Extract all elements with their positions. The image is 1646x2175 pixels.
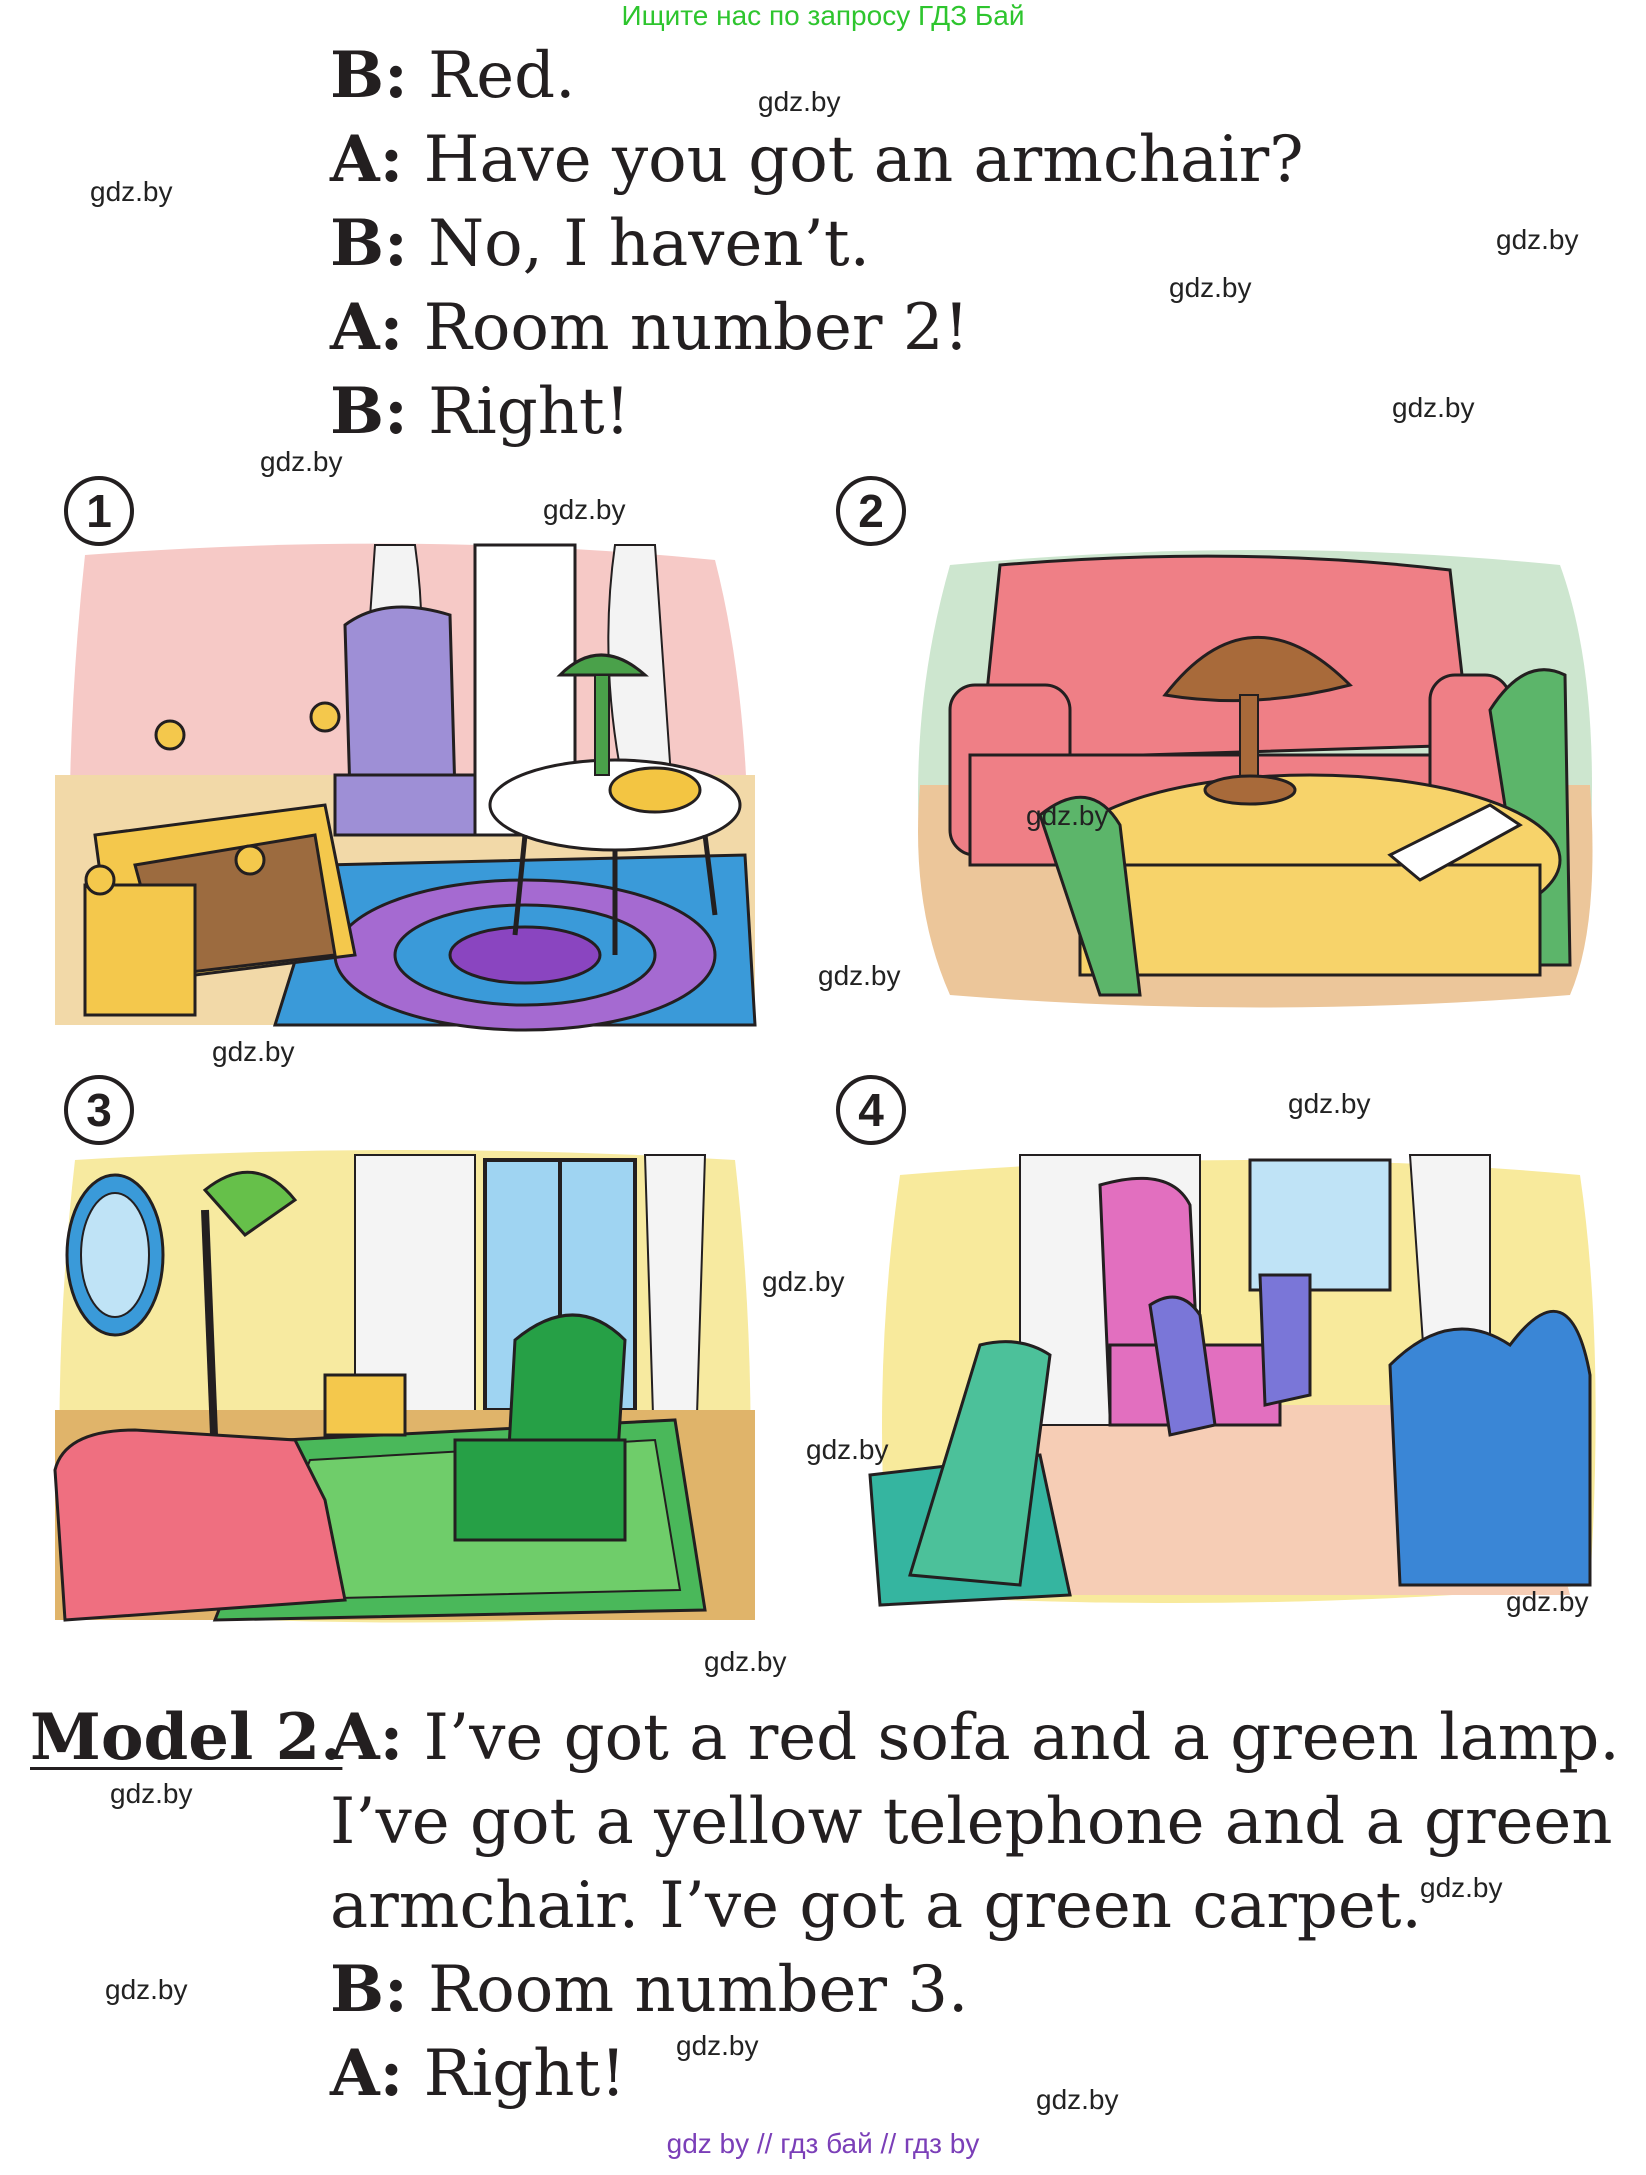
room-number-badge: 1: [64, 476, 134, 546]
dialogue-line: A: Have you got an armchair?: [330, 122, 1304, 197]
room-3-illustration: [55, 1140, 755, 1630]
dialogue-line: B: Red.: [330, 38, 576, 113]
room-number-badge: 4: [836, 1075, 906, 1145]
room-4-illustration: [870, 1145, 1605, 1615]
watermark: gdz.by: [212, 1036, 295, 1067]
dialogue-line: A: Right!: [330, 2036, 626, 2111]
watermark: gdz.by: [1392, 392, 1475, 423]
watermark: gdz.by: [818, 960, 901, 991]
dialogue-line: B: No, I haven’t.: [330, 206, 870, 281]
room-number-badge: 3: [64, 1075, 134, 1145]
watermark: gdz.by: [758, 86, 841, 117]
room-number-badge: 2: [836, 476, 906, 546]
watermark: gdz.by: [1036, 2084, 1119, 2115]
room-2-illustration: [910, 525, 1605, 1020]
room-1-illustration: [55, 535, 765, 1030]
watermark: gdz.by: [806, 1434, 889, 1465]
search-banner[interactable]: Ищите нас по запросу ГДЗ Бай: [621, 0, 1025, 31]
dialogue-line: B: Room number 3.: [330, 1952, 969, 2027]
watermark: gdz.by: [260, 446, 343, 477]
watermark: gdz.by: [543, 494, 626, 525]
dialogue-line: A: Room number 2!: [330, 290, 970, 365]
dialogue-line: B: Right!: [330, 374, 631, 449]
footer-links[interactable]: gdz by // гдз бай // гдз by: [666, 2128, 980, 2159]
watermark: gdz.by: [1496, 224, 1579, 255]
watermark: gdz.by: [762, 1266, 845, 1297]
watermark: gdz.by: [676, 2030, 759, 2061]
dialogue-line: A: I’ve got a red sofa and a green lamp.: [330, 1700, 1620, 1775]
watermark: gdz.by: [1288, 1088, 1371, 1119]
watermark: gdz.by: [1420, 1872, 1503, 1903]
watermark: gdz.by: [90, 176, 173, 207]
watermark: gdz.by: [1169, 272, 1252, 303]
watermark: gdz.by: [704, 1646, 787, 1677]
model-2-label: Model 2.: [30, 1700, 343, 1775]
watermark: gdz.by: [110, 1778, 193, 1809]
dialogue-line: armchair. I’ve got a green carpet.: [330, 1869, 1422, 1943]
watermark: gdz.by: [105, 1974, 188, 2005]
watermark: gdz.by: [1506, 1586, 1589, 1617]
dialogue-line: I’ve got a yellow telephone and a green: [330, 1785, 1613, 1859]
watermark: gdz.by: [1026, 800, 1109, 831]
